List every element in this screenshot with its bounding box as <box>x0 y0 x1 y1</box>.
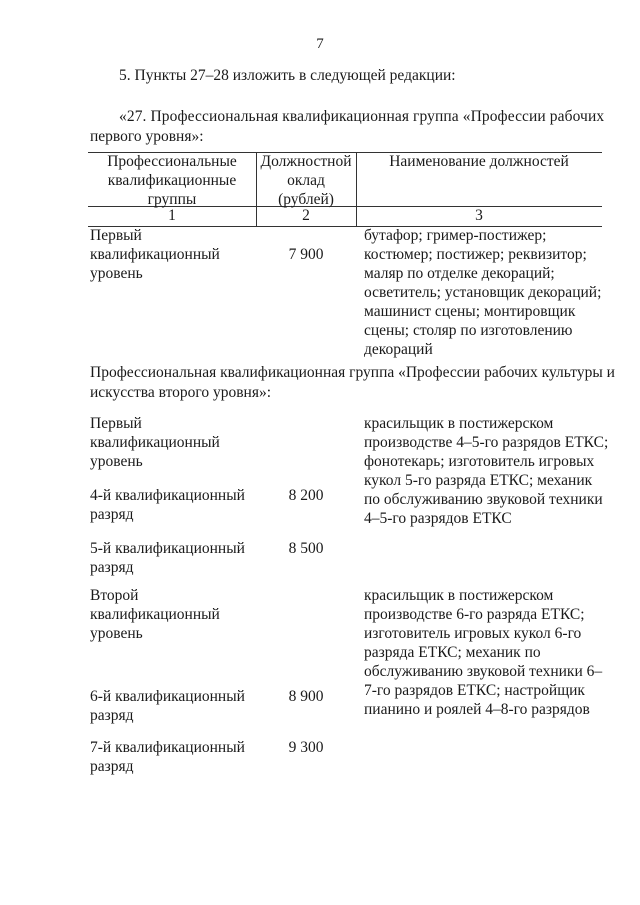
header-col1: Профессиональные квалификационные группы <box>107 153 237 208</box>
group1-level: Первый квалификационный уровень <box>90 227 220 282</box>
group1-title-line1: «27. Профессиональная квалификационная группа «Профессии рабочих <box>119 108 605 125</box>
grade-4-name: 4-й квалификационный разряд <box>90 487 245 523</box>
grade-5-name: 5-й квалификационный разряд <box>90 540 245 576</box>
group2-level2-positions: красильщик в постижерском производстве 6-го разряда ЕТКС; изготовитель игровых кукол 6-го разряда ЕТКС; механик по обслуживанию звуковой техники 6– 7-го разрядов ЕТКС; настройщик пианино и роялей 4–8-го разрядов <box>364 587 603 718</box>
group2-level1-positions: красильщик в постижерском производстве 4–5-го разрядов ЕТКС; фонотекарь; изготовитель игровых кукол 5-го разряда ЕТКС; механик по обслуживанию звуковой техники 4–5-го разрядов ЕТКС <box>364 415 609 527</box>
intro-paragraph: 5. Пункты 27–28 изложить в следующей редакции: <box>119 67 456 84</box>
header-num2: 2 <box>302 207 310 224</box>
group2-level2-label: Второй квалификационный уровень <box>90 587 220 642</box>
header-col2: Должностной оклад (рублей) <box>260 153 352 208</box>
group2-level1-label: Первый квалификационный уровень <box>90 415 220 470</box>
group2-title-line1: Профессиональная квалификационная группа «Профессии рабочих культуры и <box>90 364 615 381</box>
grade-5-salary: 8 500 <box>288 540 324 557</box>
grade-7-salary: 9 300 <box>288 739 324 756</box>
grade-6-name: 6-й квалификационный разряд <box>90 688 245 724</box>
header-num3: 3 <box>475 207 483 224</box>
header-num1: 1 <box>168 207 176 224</box>
header-col3: Наименование должностей <box>389 153 569 170</box>
group1-salary: 7 900 <box>288 246 324 263</box>
grade-7-name: 7-й квалификационный разряд <box>90 739 245 775</box>
grade-4-salary: 8 200 <box>288 487 324 504</box>
group1-positions: бутафор; гример-постижер; костюмер; постижер; реквизитор; маляр по отделке декораций; осветитель; установщик декораций; машинист сцены; монтировщик сцены; столяр по изготовлению декораций <box>364 227 602 358</box>
group1-title-line2: первого уровня»: <box>90 128 204 145</box>
grade-6-salary: 8 900 <box>288 688 324 705</box>
group2-title-line2: искусства второго уровня»: <box>90 384 272 401</box>
page-number: 7 <box>316 36 324 52</box>
